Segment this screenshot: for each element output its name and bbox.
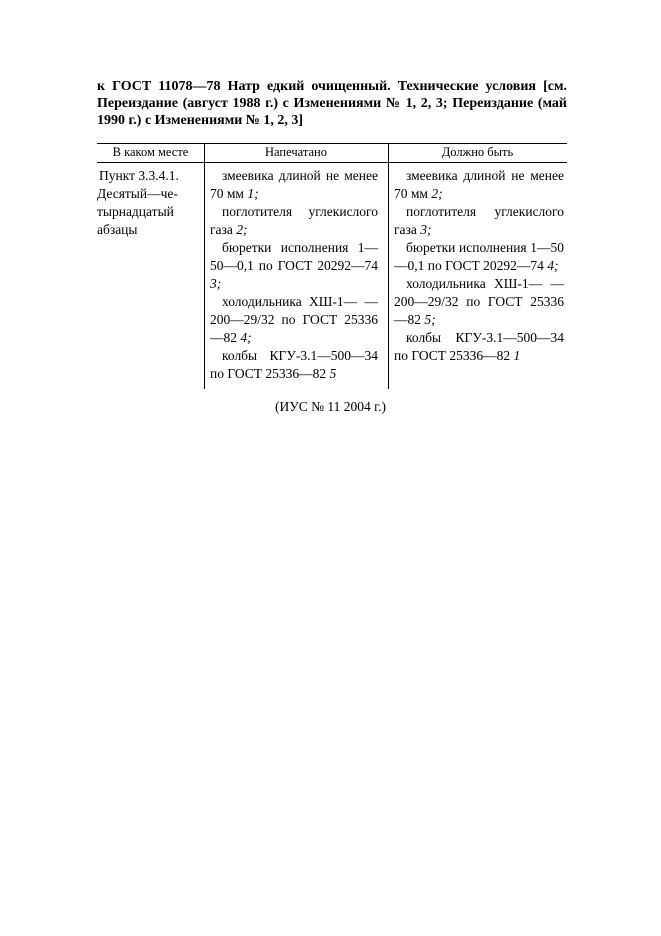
printed-entry: колбы КГУ-3.1—500—34 по ГОСТ 25336—82 5 [210,348,378,381]
location-line: абзацы [97,222,138,237]
should-be-entry: колбы КГУ-3.1—500—34 по ГОСТ 25336—82 1 [394,330,564,363]
item-number: 2; [236,222,248,237]
location-line: Пункт 3.3.4.1. [99,168,179,183]
printed-entry: холодильника ХШ-1— —200—29/32 по ГОСТ 25336—82 4; [210,294,378,345]
header-should-be: Должно быть [441,145,514,159]
should-be-entry: змеевика длиной не менее 70 мм 2; [394,168,564,201]
amendment-heading: к ГОСТ 11078—78 Натр едкий очищенный. Технические условия [см. Переиздание (август 1988 г.) с Изменениями № 1, 2, 3; Переиздание (май 1990 г.) с Изменениями № 1, 2, 3] [97,79,567,128]
item-number: 5; [424,312,436,327]
item-number: 3; [420,222,432,237]
printed-entry: бюретки исполнения 1—50—0,1 по ГОСТ 20292—74 3; [210,240,378,291]
item-number: 1; [247,186,259,201]
location-cell [97,167,197,239]
item-number: 1 [513,348,521,363]
column-divider [388,143,389,389]
table-header-rule [97,162,567,163]
item-number: 4; [240,330,252,345]
errata-table [97,143,567,389]
printed-cell [210,167,378,383]
should-be-entry: поглотителя углекислого газа 3; [394,204,564,237]
should-be-cell [394,167,564,365]
printed-entry: поглотителя углекислого газа 2; [210,204,378,237]
header-location: В каком месте [112,145,189,159]
should-be-entry: холодильника ХШ-1— —200—29/32 по ГОСТ 25336—82 5; [394,276,564,327]
header-printed: Напечатано [265,145,327,159]
column-divider [204,143,205,389]
printed-entry: змеевика длиной не менее 70 мм 1; [210,168,378,201]
location-line: Десятый—че- [97,186,178,201]
item-number: 3; [210,276,222,291]
location-line: тырнадцатый [97,204,174,219]
item-number: 4; [547,258,559,273]
item-number: 5 [329,366,337,381]
should-be-entry: бюретки исполнения 1—50—0,1 по ГОСТ 20292—74 4; [394,240,564,273]
source-reference: (ИУС № 11 2004 г.) [274,399,387,414]
item-number: 2; [431,186,443,201]
